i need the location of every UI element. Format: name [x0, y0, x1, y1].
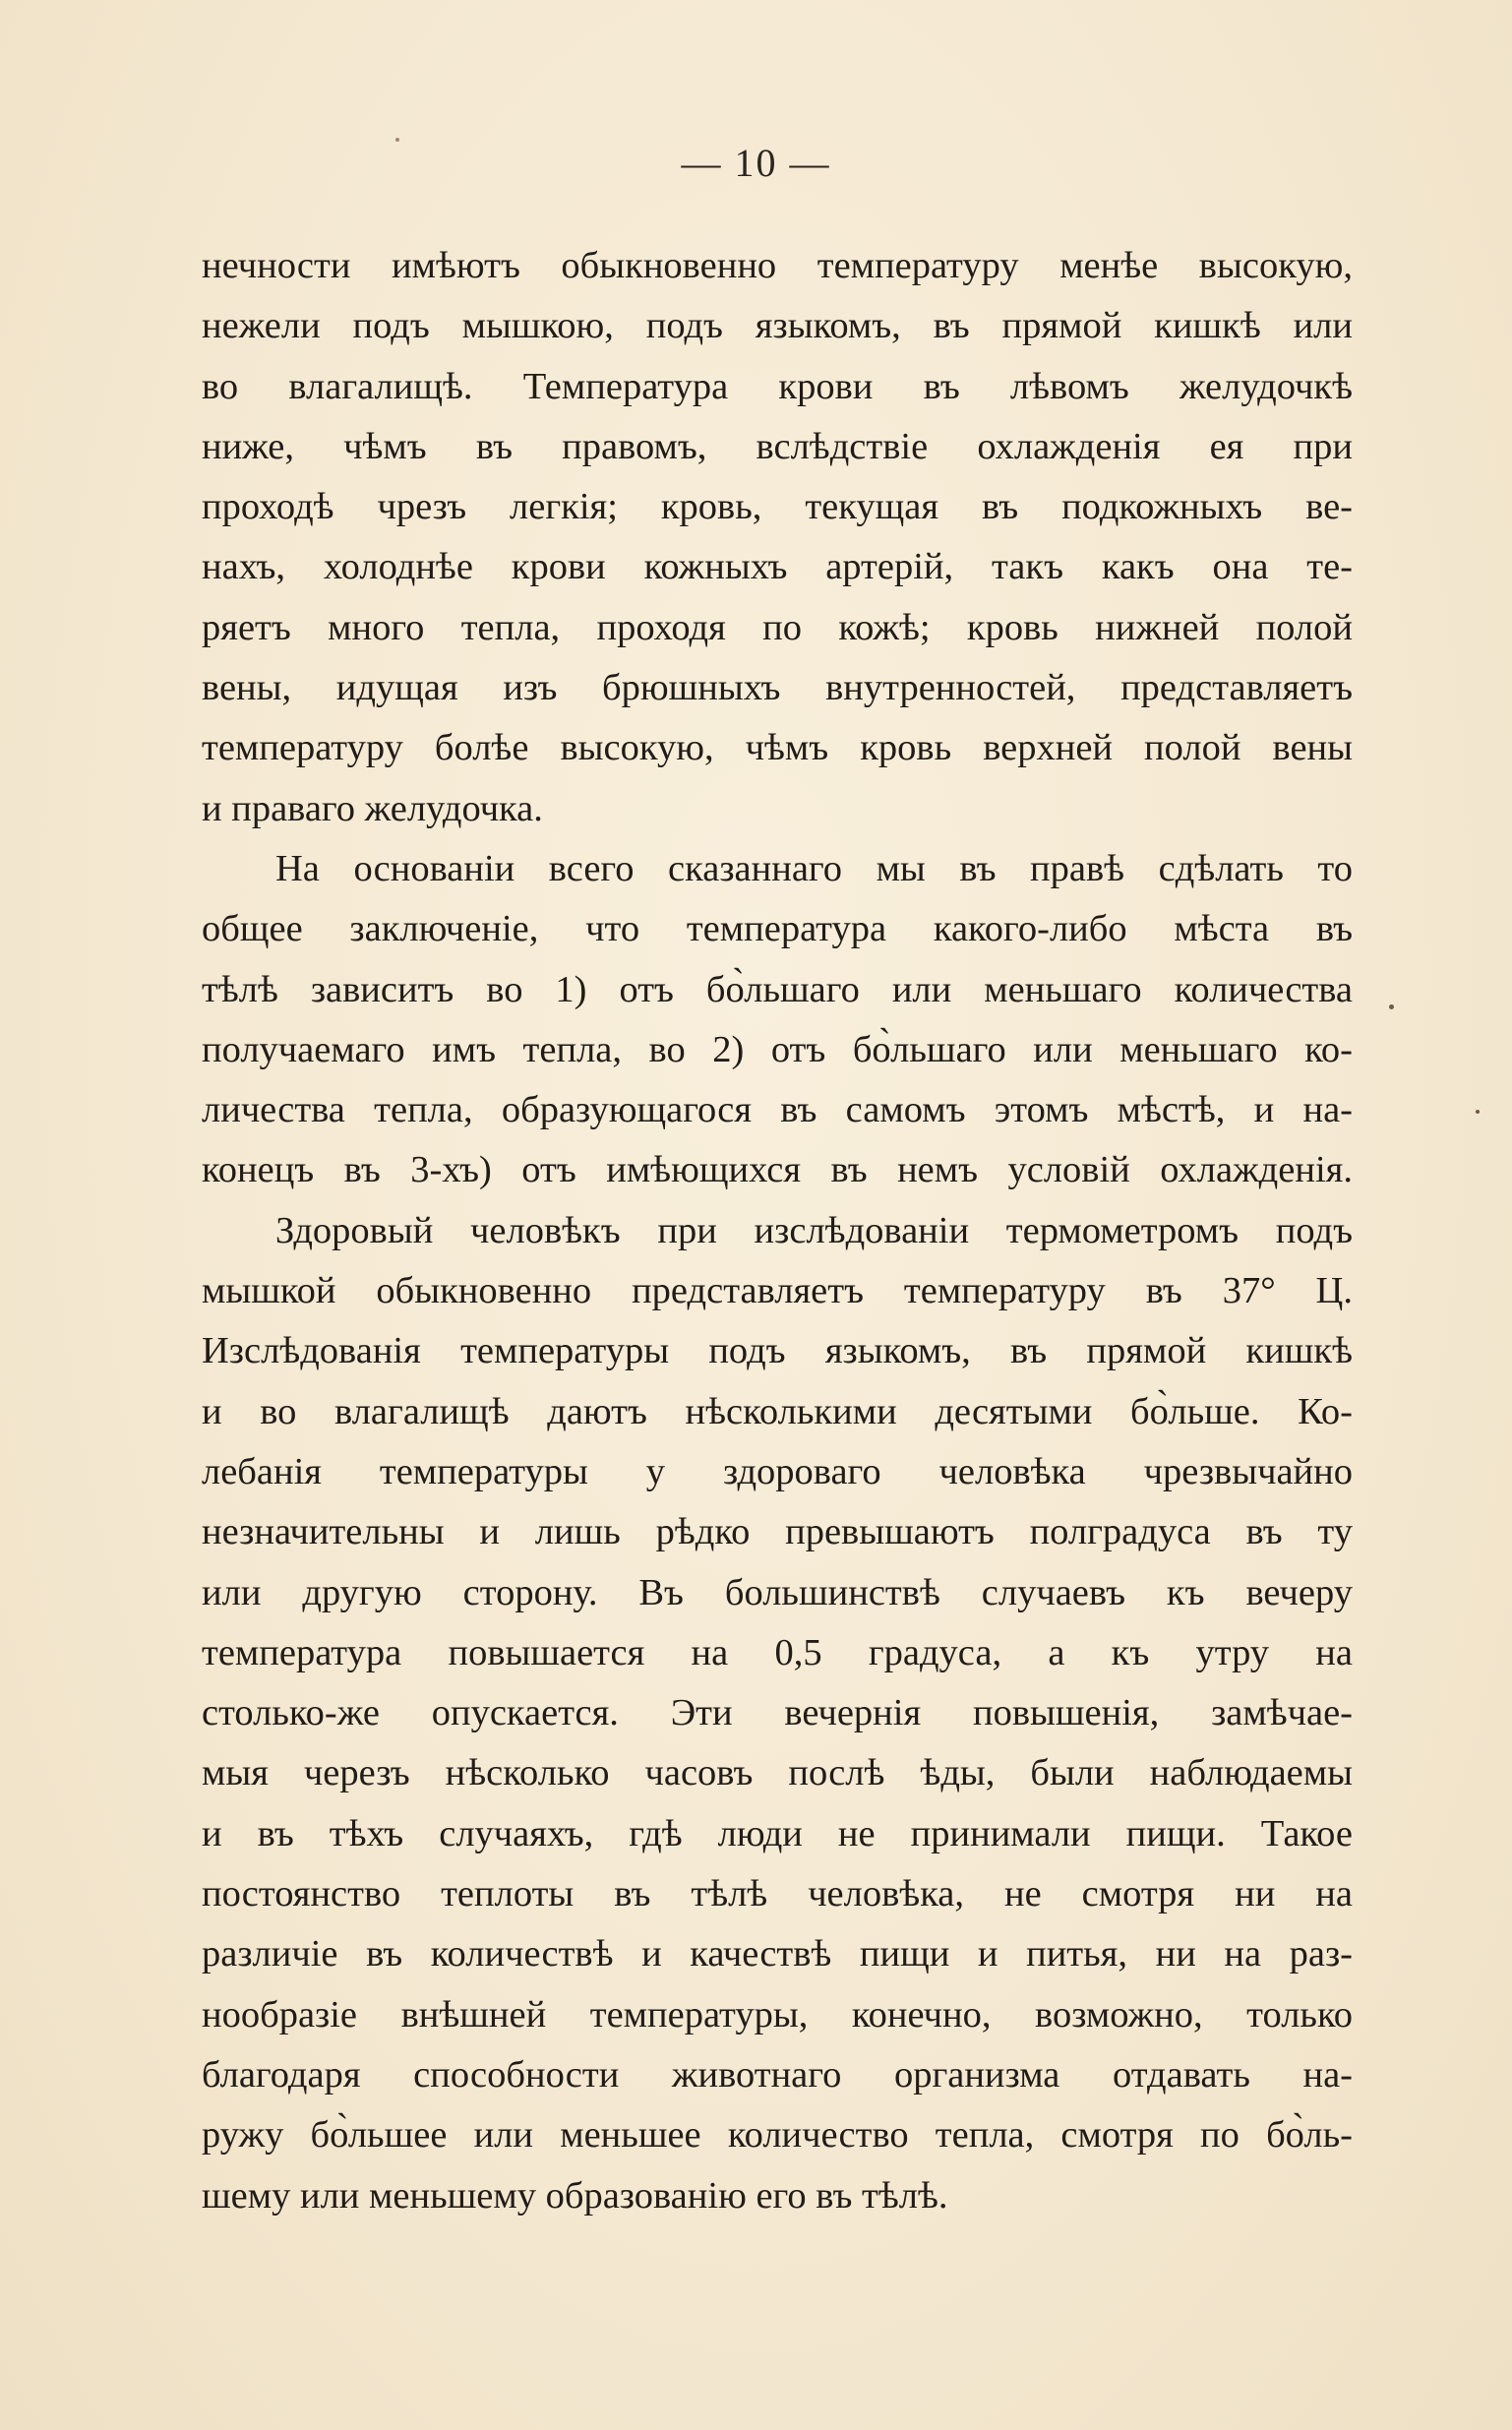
text-line: во влагалищѣ. Температура крови въ лѣвомъ желудочкѣ: [202, 365, 1353, 407]
text-line: личества тепла, образующагося въ самомъ этомъ мѣстѣ, и на-: [202, 1089, 1353, 1131]
text-line: нахъ, холоднѣе крови кожныхъ артерій, такъ какъ она те-: [202, 546, 1353, 588]
text-line: тѣлѣ зависитъ во 1) отъ бо̀льшаго или меньшаго количества: [202, 968, 1353, 1010]
text-line: и праваго желудочка.: [202, 787, 543, 829]
text-line: общее заключеніе, что температура какого-либо мѣста въ: [202, 908, 1353, 950]
text-line: Здоровый человѣкъ при изслѣдованіи термометромъ подъ: [275, 1209, 1353, 1251]
text-line: мыя черезъ нѣсколько часовъ послѣ ѣды, были наблюдаемы: [202, 1752, 1353, 1794]
text-line: или другую сторону. Въ большинствѣ случаевъ къ вечеру: [202, 1571, 1353, 1613]
page-number: — 10 —: [681, 141, 831, 185]
text-line: получаемаго имъ тепла, во 2) отъ бо̀льшаго или меньшаго ко-: [202, 1028, 1353, 1070]
text-line: температуру болѣе высокую, чѣмъ кровь верхней полой вены: [202, 727, 1353, 769]
text-line: мышкой обыкновенно представляетъ температуру въ 37° Ц.: [202, 1270, 1353, 1312]
text-line: незначительны и лишь рѣдко превышаютъ полградуса въ ту: [202, 1511, 1353, 1553]
text-line: и во влагалищѣ даютъ нѣсколькими десятыми бо̀льше. Ко-: [202, 1390, 1353, 1432]
text-line: конецъ въ 3-хъ) отъ имѣющихся въ немъ условій охлажденія.: [202, 1149, 1353, 1191]
text-line: ниже, чѣмъ въ правомъ, вслѣдствіе охлажденія ея при: [202, 425, 1353, 467]
text-line: нежели подъ мышкою, подъ языкомъ, въ прямой кишкѣ или: [202, 305, 1353, 347]
paragraph-2: [202, 839, 1353, 1201]
text-line: температура повышается на 0,5 градуса, а къ утру на: [202, 1631, 1353, 1673]
text-line: различіе въ количествѣ и качествѣ пищи и питья, ни на раз-: [202, 1933, 1353, 1975]
text-line: лебанія температуры у здороваго человѣка чрезвычайно: [202, 1450, 1353, 1492]
text-line: шему или меньшему образованію его въ тѣлѣ.: [202, 2174, 948, 2217]
text-line: ряетъ много тепла, проходя по кожѣ; кровь нижней полой: [202, 606, 1353, 648]
ink-speck: [395, 138, 399, 142]
text-line: нообразіе внѣшней температуры, конечно, возможно, только: [202, 1993, 1353, 2035]
text-line: ружу бо̀льшее или меньшее количество тепла, смотря по бо̀ль-: [202, 2114, 1353, 2157]
text-line: Изслѣдованія температуры подъ языкомъ, въ прямой кишкѣ: [202, 1330, 1353, 1372]
ink-speck: [1476, 1110, 1480, 1114]
text-line: и въ тѣхъ случаяхъ, гдѣ люди не принимали пищи. Такое: [202, 1812, 1353, 1854]
text-line: проходѣ чрезъ легкія; кровь, текущая въ подкожныхъ ве-: [202, 486, 1353, 528]
text-line: столько-же опускается. Эти вечернія повышенія, замѣчае-: [202, 1692, 1353, 1734]
ink-speck: [1389, 1004, 1394, 1009]
paragraph-1: [202, 236, 1353, 839]
text-line: постоянство теплоты въ тѣлѣ человѣка, не смотря ни на: [202, 1873, 1353, 1915]
text-line: вены, идущая изъ брюшныхъ внутренностей, представляетъ: [202, 667, 1353, 709]
body-text: [202, 236, 1353, 2226]
text-line: благодаря способности животнаго организма отдавать на-: [202, 2053, 1353, 2096]
text-line: нечности имѣютъ обыкновенно температуру менѣе высокую,: [202, 245, 1353, 286]
text-line: На основаніи всего сказаннаго мы въ правѣ сдѣлать то: [275, 847, 1353, 889]
paragraph-3: [202, 1201, 1353, 2226]
